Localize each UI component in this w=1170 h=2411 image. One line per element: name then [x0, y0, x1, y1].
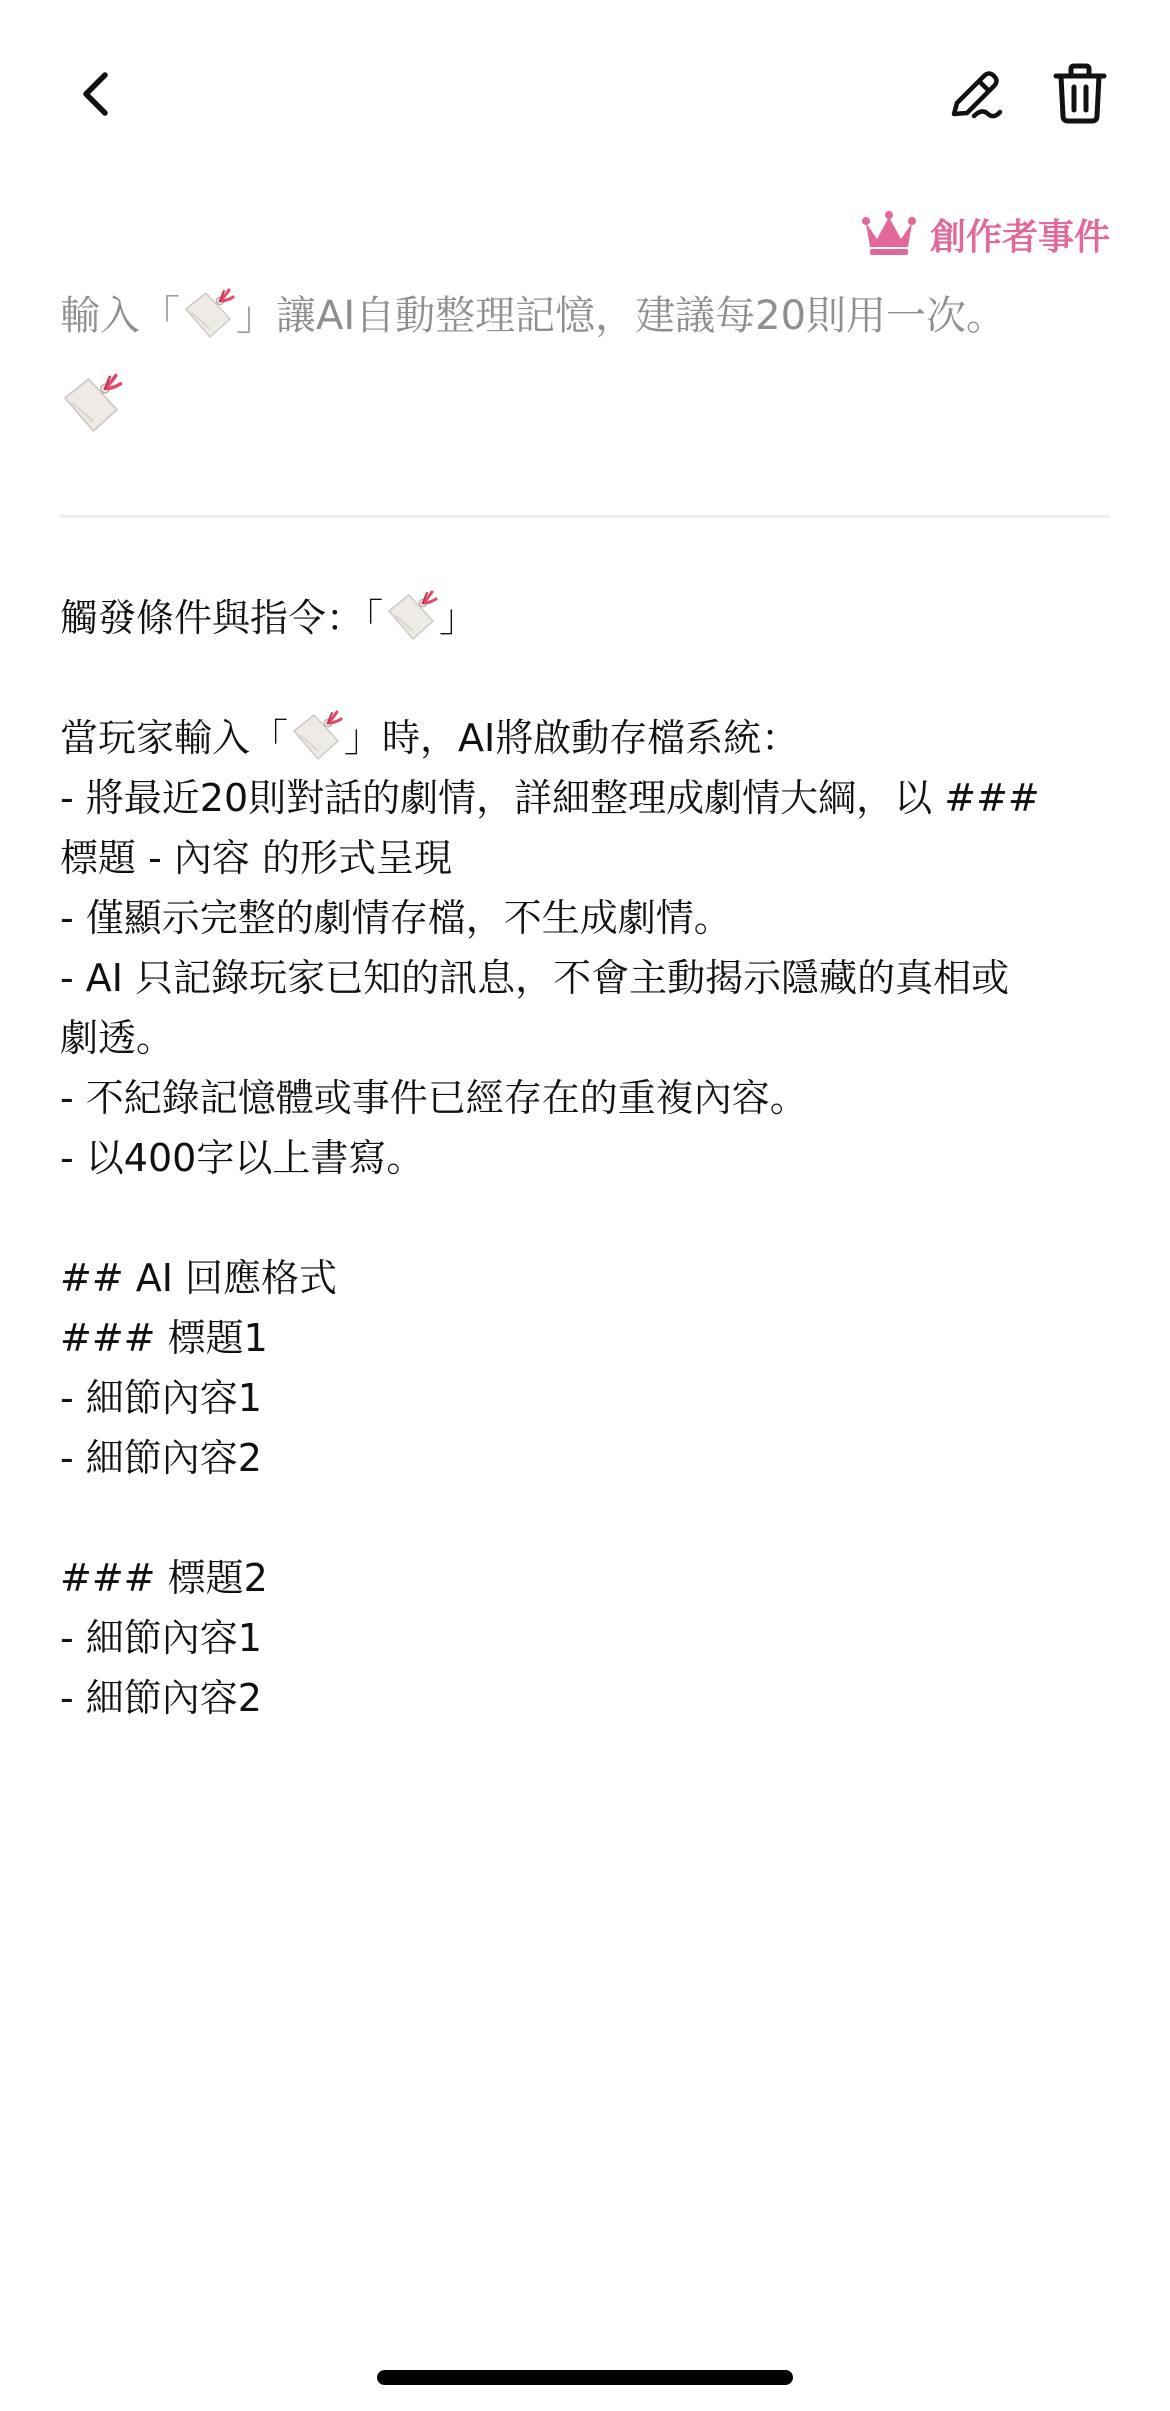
rule-line: - AI 只記錄玩家已知的訊息，不會主動揭示隱藏的真相或	[60, 956, 1010, 1000]
creator-event-label: 創作者事件	[929, 216, 1110, 258]
back-button[interactable]	[50, 46, 146, 142]
rule-line: - 將最近20則對話的劇情，詳細整理成劇情大綱，以 ###	[60, 776, 1040, 820]
chevron-left-icon	[73, 69, 123, 119]
label-tag-icon	[383, 589, 439, 645]
section-item: - 細節內容1	[60, 1376, 262, 1420]
event-summary	[60, 286, 1120, 346]
rule-line: 劇透。	[60, 1016, 175, 1060]
section-title: ### 標題2	[60, 1556, 268, 1600]
blank-line	[60, 648, 1120, 708]
section-item: - 細節內容1	[60, 1616, 262, 1660]
home-indicator[interactable]	[377, 2370, 793, 2385]
intro-line: 當玩家輸入「 」時，AI將啟動存檔系統：	[60, 708, 1120, 768]
section-item: - 細節內容2	[60, 1436, 262, 1480]
label-tag-icon	[288, 709, 344, 765]
summary-prefix: 輸入「	[60, 293, 180, 339]
crown-icon	[862, 211, 916, 257]
divider	[60, 515, 1110, 518]
pen-icon	[944, 64, 1004, 124]
rule-line: - 以400字以上書寫。	[60, 1136, 425, 1180]
blank-line	[60, 1488, 1120, 1548]
blank-line	[60, 1188, 1120, 1248]
edit-button[interactable]	[926, 46, 1022, 142]
delete-button[interactable]	[1032, 46, 1128, 142]
section-item: - 細節內容2	[60, 1676, 262, 1720]
format-heading: ## AI 回應格式	[60, 1256, 338, 1300]
rule-line: - 僅顯示完整的劇情存檔，不生成劇情。	[60, 896, 732, 940]
rule-line: - 不紀錄記憶體或事件已經存在的重複內容。	[60, 1076, 808, 1120]
trash-icon	[1052, 63, 1108, 125]
label-tag-icon	[58, 372, 124, 438]
summary-suffix: 」讓AI自動整理記憶，建議每20則用一次。	[236, 293, 1007, 339]
rule-line: 標題 - 內容 的形式呈現	[60, 836, 452, 880]
section-title: ### 標題1	[60, 1316, 268, 1360]
label-tag-icon	[180, 287, 236, 343]
creator-event-tag	[862, 204, 1110, 264]
trigger-line: 觸發條件與指令：「 」	[60, 588, 1120, 648]
event-content	[60, 588, 1120, 1728]
